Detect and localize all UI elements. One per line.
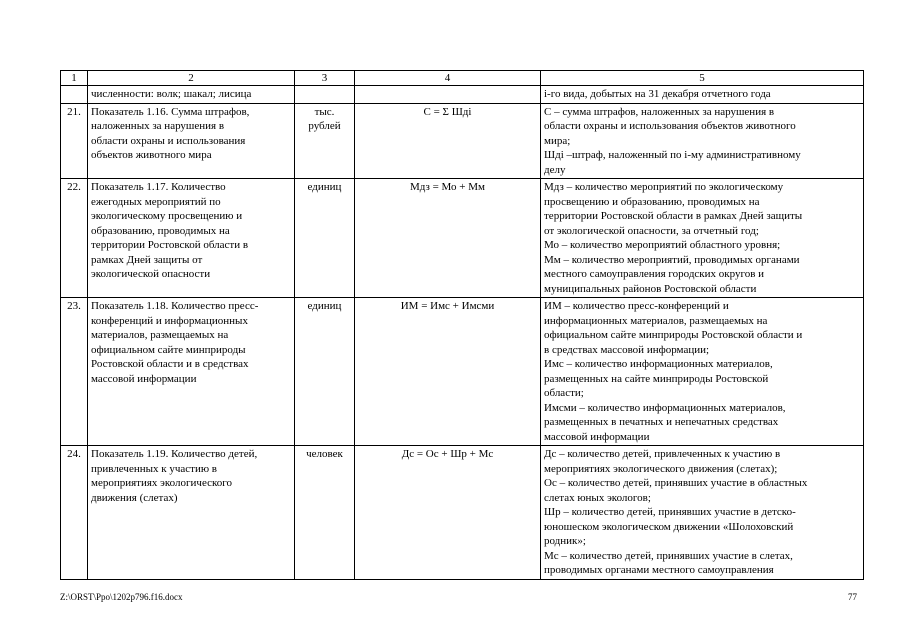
name-line: экологическому просвещению и — [91, 210, 243, 222]
indicator-name — [88, 298, 295, 446]
name-line: официальном сайте минприроды — [91, 343, 246, 356]
name-line: объектов животного мира — [91, 149, 212, 161]
desc-line: юношеском экологическом движении «Шолоховский — [544, 520, 794, 533]
desc-line: Мм – количество мероприятий, проводимых органами — [544, 253, 800, 266]
name-line: привлеченных к участию в — [91, 462, 217, 475]
row-number: 21. — [61, 103, 88, 179]
desc-line: официальном сайте минприроды Ростовской области и — [544, 329, 803, 341]
desc-line: в средствах массовой информации; — [544, 343, 710, 356]
desc-line: Мдз – количество мероприятий по экологическому — [544, 181, 784, 193]
indicator-rows — [61, 103, 864, 579]
name-line: рамках Дней защиты от — [91, 253, 203, 266]
header-col-3: 3 — [295, 71, 355, 86]
formula-description — [541, 103, 864, 179]
name-line: мероприятиях экологического — [91, 477, 233, 489]
unit-line: тыс. — [314, 105, 335, 118]
table-row — [61, 298, 864, 446]
desc-line: информационных материалов, размещаемых на — [544, 314, 768, 327]
desc-line: проводимых органами местного самоуправления — [544, 564, 774, 576]
indicator-name — [88, 446, 295, 580]
name-line: наложенных за нарушения в — [91, 120, 225, 132]
desc-line: от экологической опасности, за отчетный год; — [544, 224, 759, 237]
name-line: территории Ростовской области в — [91, 239, 249, 251]
desc-line: делу — [544, 163, 566, 176]
unit-line: единиц — [307, 181, 342, 193]
desc-line: родник»; — [544, 535, 586, 547]
unit-line: единиц — [307, 300, 342, 312]
desc-line: ИМ – количество пресс-конференций и — [544, 300, 729, 312]
unit-of-measure — [295, 179, 355, 298]
desc-line: Имс – количество информационных материалов, — [544, 358, 773, 370]
desc-line: мира; — [544, 134, 571, 147]
desc-line: области; — [544, 387, 584, 399]
row-number: 23. — [61, 298, 88, 446]
header-col-2: 2 — [88, 71, 295, 86]
continuation-desc: i-го вида, добытых на 31 декабря отчетного года — [541, 86, 864, 104]
desc-line: Шдi –штраф, наложенный по i-му административному — [544, 149, 801, 161]
desc-line: мероприятиях экологического движения (слетах); — [544, 462, 778, 475]
row-number: 24. — [61, 446, 88, 580]
unit-of-measure — [295, 446, 355, 580]
name-line: области охраны и использования — [91, 134, 246, 147]
continuation-name: численности: волк; шакал; лисица — [88, 86, 295, 104]
row-number: 22. — [61, 179, 88, 298]
name-line: Ростовской области и в средствах — [91, 358, 249, 370]
calculation-formula: Дс = Ос + Шр + Мс — [355, 446, 541, 580]
unit-of-measure — [295, 298, 355, 446]
formula-description — [541, 179, 864, 298]
table-row — [61, 179, 864, 298]
name-line: ежегодных мероприятий по — [91, 195, 221, 208]
footer-file-path: Z:\ORST\Ppo\1202p796.f16.docx — [60, 592, 183, 602]
header-col-4: 4 — [355, 71, 541, 86]
name-line: Показатель 1.16. Сумма штрафов, — [91, 105, 250, 118]
footer-page-number: 77 — [848, 592, 857, 602]
desc-line: Ос – количество детей, принявших участие в областных — [544, 477, 808, 489]
desc-line: размещенных на сайте минприроды Ростовской — [544, 372, 769, 385]
header-col-1: 1 — [61, 71, 88, 86]
table-row — [61, 103, 864, 179]
desc-line: Мо – количество мероприятий областного уровня; — [544, 239, 781, 251]
desc-line: массовой информации — [544, 430, 650, 443]
unit-of-measure — [295, 103, 355, 179]
desc-line: Имсми – количество информационных материалов, — [544, 401, 786, 414]
calculation-formula: Мдз = Мо + Мм — [355, 179, 541, 298]
name-line: Показатель 1.17. Количество — [91, 181, 226, 193]
table-row — [61, 446, 864, 580]
desc-line: слетах юных экологов; — [544, 491, 651, 504]
calculation-formula: С = Σ Шдi — [355, 103, 541, 179]
header-col-5: 5 — [541, 71, 864, 86]
desc-line: Дс – количество детей, привлеченных к участию в — [544, 448, 781, 460]
name-line: образованию, проводимых на — [91, 224, 230, 237]
continuation-unit — [295, 86, 355, 104]
indicator-name — [88, 179, 295, 298]
header-row — [61, 71, 864, 86]
formula-description — [541, 298, 864, 446]
name-line: конференций и информационных — [91, 314, 248, 327]
name-line: экологической опасности — [91, 268, 211, 280]
desc-line: Шр – количество детей, принявших участие в детско- — [544, 506, 796, 518]
desc-line: муниципальных районов Ростовской области — [544, 282, 757, 295]
indicator-name — [88, 103, 295, 179]
name-line: материалов, размещаемых на — [91, 329, 229, 341]
desc-line: местного самоуправления городских округов и — [544, 268, 765, 280]
desc-line: области охраны и использования объектов животного — [544, 120, 796, 132]
desc-line: территории Ростовской области в рамках Дней защиты — [544, 210, 803, 222]
calculation-formula: ИМ = Имс + Имсми — [355, 298, 541, 446]
desc-line: просвещению и образованию, проводимых на — [544, 195, 760, 208]
desc-line: С – сумма штрафов, наложенных за нарушения в — [544, 105, 775, 118]
unit-line: рублей — [308, 120, 341, 132]
indicator-table — [60, 70, 864, 580]
continuation-formula — [355, 86, 541, 104]
name-line: Показатель 1.19. Количество детей, — [91, 448, 258, 460]
continuation-num — [61, 86, 88, 104]
unit-line: человек — [306, 448, 343, 460]
desc-line: Мс – количество детей, принявших участие в слетах, — [544, 549, 793, 562]
desc-line: размещенных в печатных и непечатных средствах — [544, 416, 779, 428]
name-line: массовой информации — [91, 372, 197, 385]
name-line: движения (слетах) — [91, 491, 178, 504]
name-line: Показатель 1.18. Количество пресс- — [91, 300, 259, 312]
continuation-row — [61, 86, 864, 104]
formula-description — [541, 446, 864, 580]
